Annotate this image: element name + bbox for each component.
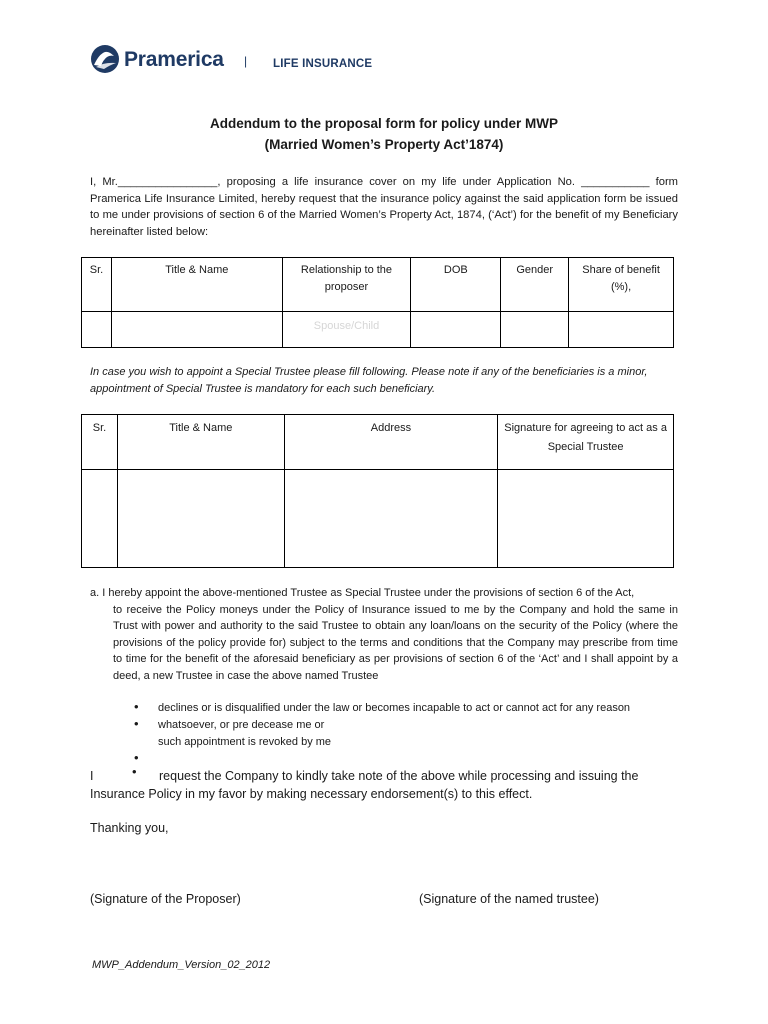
thanks-text: Thanking you, xyxy=(90,821,169,835)
product-name: LIFE INSURANCE xyxy=(273,58,373,70)
intro-paragraph: I, Mr.________________, proposing a life insurance cover on my life under Application No. ___________ form Pramerica Life Insurance Limited, hereby request that the insurance policy against the said application form be issued to me under provisions of section 6 of the Married Women’s Property Act, 1874, (‘Act’) for the benefit of my Beneficiary hereinafter listed below: xyxy=(90,176,678,238)
table-row xyxy=(82,312,674,348)
version-footer: MWP_Addendum_Version_02_2012 xyxy=(92,959,271,971)
bullet-icon: • xyxy=(132,764,137,779)
clause-body: to receive the Policy moneys under the Policy of Insurance issued to me by the Company and hold the same in Trust with power and authority to the said Trustee to obtain any loan/loans on the security of the Policy (where the provisions of the policy provide for) subject to the terms and conditions that the Company may prescribe from time to time for the benefit of the aforesaid beneficiary as per provisions of section 6 of the ‘Act’ and I shall appoint by a deed, a new Trustee in case the above named Trustee xyxy=(113,603,678,682)
table-header-row xyxy=(82,415,674,470)
closing-line-2: Insurance Policy in my favor by making necessary endorsement(s) to this effect. xyxy=(90,787,533,801)
bullet-icon: • xyxy=(134,750,139,765)
closing-prefix: I xyxy=(90,769,94,783)
conditions-list xyxy=(134,700,694,768)
column-header: Share of benefit (%), xyxy=(569,258,674,312)
column-header: Relationship to the proposer xyxy=(282,258,411,312)
signature-cell[interactable] xyxy=(498,470,674,568)
proposer-signature-label: (Signature of the Proposer) xyxy=(90,892,241,906)
column-header: Sr. xyxy=(82,415,118,470)
column-header: Sr. xyxy=(82,258,112,312)
column-header: DOB xyxy=(411,258,501,312)
relationship-cell[interactable]: Spouse/Child xyxy=(282,312,411,348)
list-item: such appointment is revoked by me xyxy=(158,736,332,748)
bullet-icon: • xyxy=(134,716,139,731)
table-header-row xyxy=(82,258,674,312)
table-row xyxy=(82,470,674,568)
dob-cell[interactable] xyxy=(411,312,501,348)
name-cell[interactable] xyxy=(111,312,282,348)
sr-cell[interactable] xyxy=(82,312,112,348)
appointment-clause xyxy=(90,585,678,684)
column-header: Title & Name xyxy=(117,415,284,470)
list-item: • declines or is disqualified under the law or becomes incapable to act or cannot act for any reason xyxy=(134,699,631,714)
name-cell[interactable] xyxy=(117,470,284,568)
document-subtitle: (Married Women’s Property Act’1874) xyxy=(264,137,504,152)
beneficiary-table xyxy=(81,257,674,348)
list-item xyxy=(134,751,694,768)
column-header: Address xyxy=(284,415,498,470)
column-header: Gender xyxy=(501,258,569,312)
header-separator: | xyxy=(244,54,248,68)
column-header: Signature for agreeing to act as a Special Trustee xyxy=(498,415,674,470)
sr-cell[interactable] xyxy=(82,470,118,568)
document-title: Addendum to the proposal form for policy under MWP xyxy=(210,116,558,131)
column-header: Title & Name xyxy=(111,258,282,312)
clause-first-line: a. I hereby appoint the above-mentioned Trustee as Special Trustee under the provisions of section 6 of the Act, xyxy=(90,587,635,599)
bullet-icon: • xyxy=(134,699,139,714)
trustee-note: In case you wish to appoint a Special Trustee please fill following. Please note if any of the beneficiaries is a minor, appointment of Special Trustee is mandatory for each such beneficiary. xyxy=(90,366,648,395)
trustee-table xyxy=(81,414,674,568)
closing-line-1: request the Company to kindly take note of the above while processing and issuing the xyxy=(159,769,639,783)
trustee-signature-label: (Signature of the named trustee) xyxy=(419,892,599,906)
address-cell[interactable] xyxy=(284,470,498,568)
header xyxy=(90,44,410,78)
closing-request xyxy=(90,764,690,801)
list-item: • whatsoever, or pre decease me or xyxy=(134,716,325,731)
gender-cell[interactable] xyxy=(501,312,569,348)
share-cell[interactable] xyxy=(569,312,674,348)
rock-logo-icon xyxy=(90,44,120,74)
brand-name: Pramerica xyxy=(124,48,224,71)
